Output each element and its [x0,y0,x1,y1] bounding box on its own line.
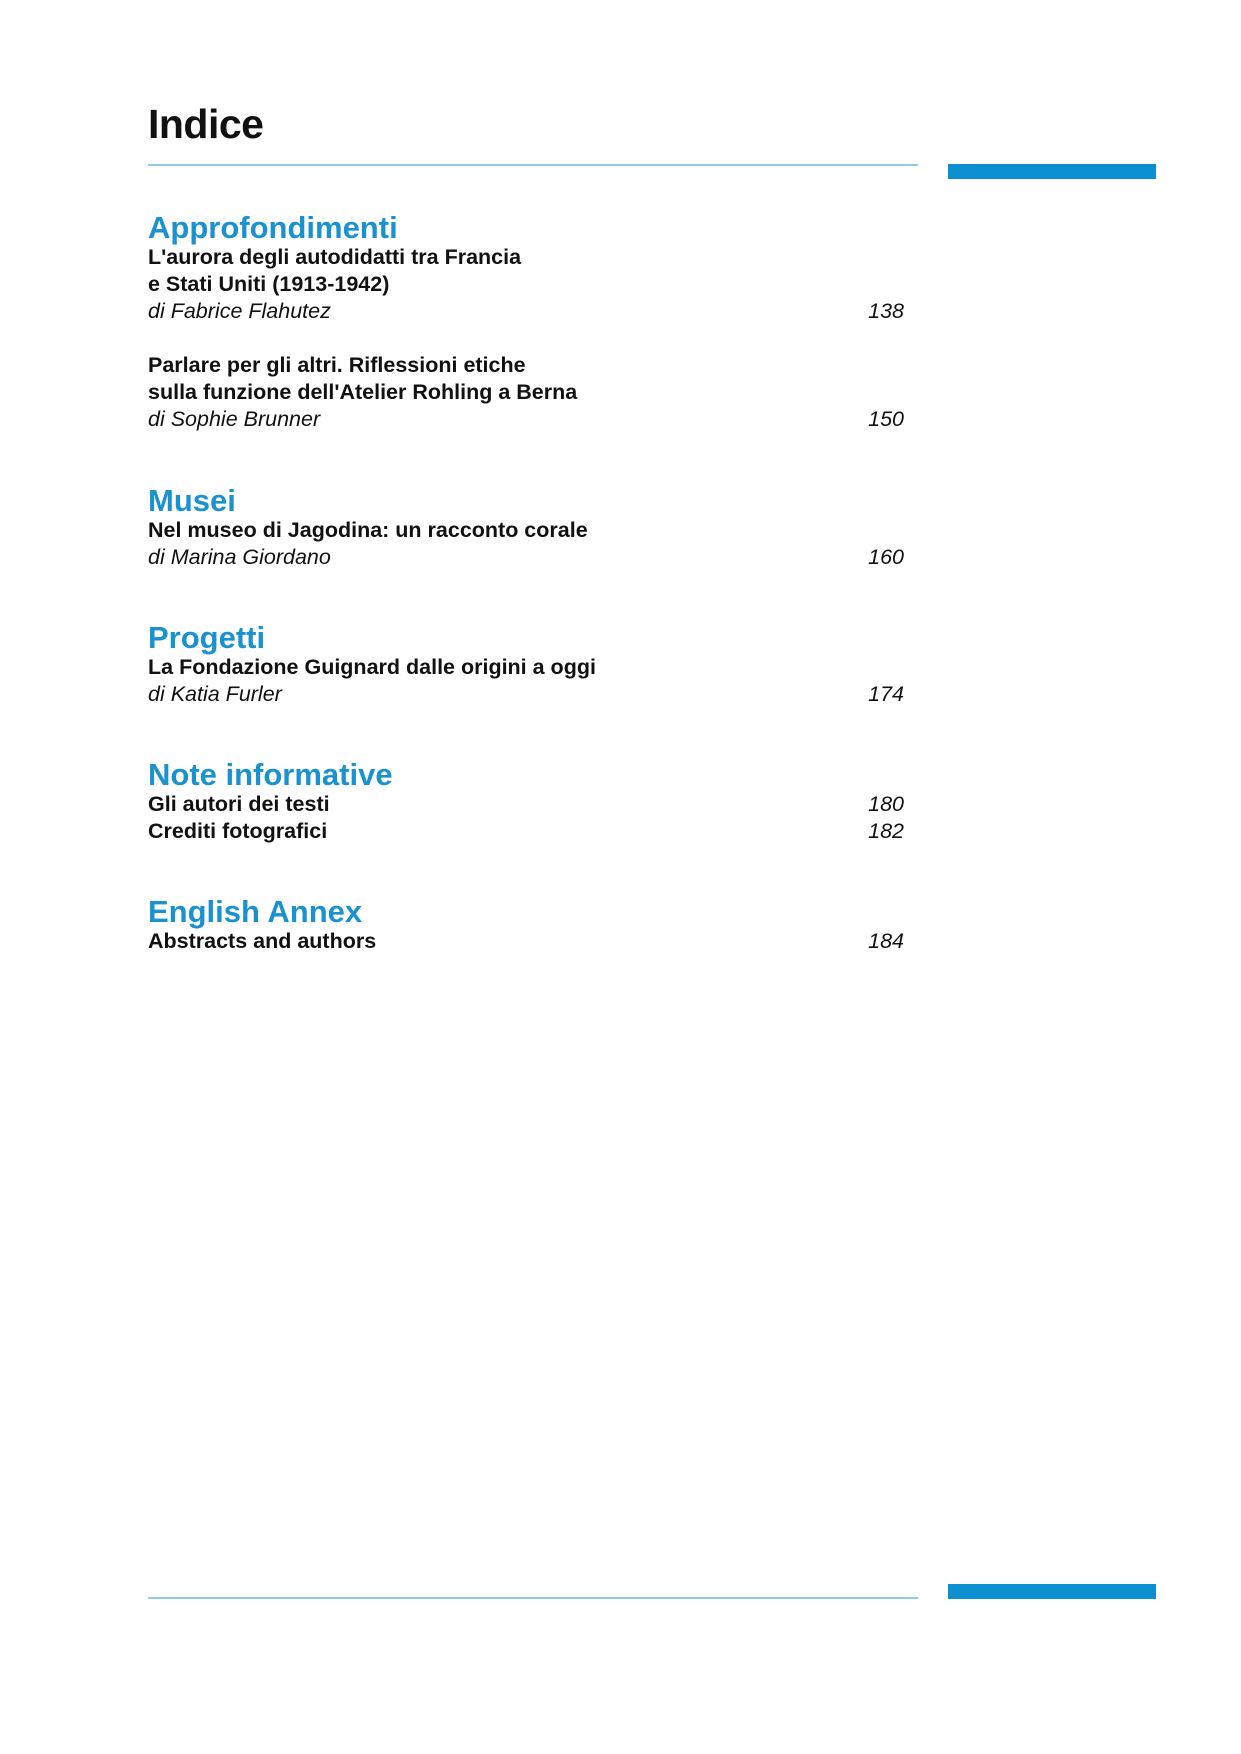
section-title: Musei [148,483,236,518]
entry-page-number: 160 [868,545,904,569]
page-title: Indice [148,101,264,147]
section-title: Approfondimenti [148,210,398,245]
entry-author [148,681,904,708]
section-title: English Annex [148,894,363,929]
entry-author [148,406,904,433]
entry-page-number: 174 [868,682,904,706]
toc-item[interactable] [148,928,904,955]
entry-title-line: sulla funzione dell'Atelier Rohling a Berna [148,380,578,404]
footer-accent-bar [948,1584,1156,1599]
entry-author-text: di Fabrice Flahutez [148,299,331,323]
header-accent-bar [948,164,1156,179]
entry-author-text: di Sophie Brunner [148,407,321,431]
section-note-informative [148,759,904,845]
entry-page-number: 150 [868,407,904,431]
toc-item-label: Crediti fotografici [148,819,328,843]
entry-author [148,298,904,325]
toc-item[interactable] [148,791,904,818]
header-rule [148,164,918,166]
toc-entry[interactable] [148,352,904,433]
section-approfondimenti [148,212,904,433]
toc-entry[interactable] [148,517,904,571]
entry-title-line: La Fondazione Guignard dalle origini a oggi [148,655,596,679]
section-title: Note informative [148,757,393,792]
entry-title-line: Nel museo di Jagodina: un racconto corale [148,518,588,542]
entry-title-line: Parlare per gli altri. Riflessioni etiche [148,353,526,377]
entry-author-text: di Marina Giordano [148,545,331,569]
section-english-annex [148,896,904,955]
toc-item-label: Abstracts and authors [148,929,377,953]
section-progetti [148,622,904,708]
entry-author [148,544,904,571]
entry-title-line: L'aurora degli autodidatti tra Francia [148,245,522,269]
toc-entry[interactable] [148,654,904,708]
toc-item[interactable] [148,818,904,845]
toc-item-page-number: 182 [868,819,904,843]
section-title: Progetti [148,620,266,655]
toc-entry[interactable] [148,244,904,325]
toc-item-page-number: 180 [868,792,904,816]
toc-item-label: Gli autori dei testi [148,792,330,816]
entry-page-number: 138 [868,299,904,323]
toc-item-page-number: 184 [868,929,904,953]
entry-title-line: e Stati Uniti (1913-1942) [148,272,390,296]
entry-author-text: di Katia Furler [148,682,282,706]
footer-rule [148,1597,918,1599]
section-musei [148,485,904,571]
